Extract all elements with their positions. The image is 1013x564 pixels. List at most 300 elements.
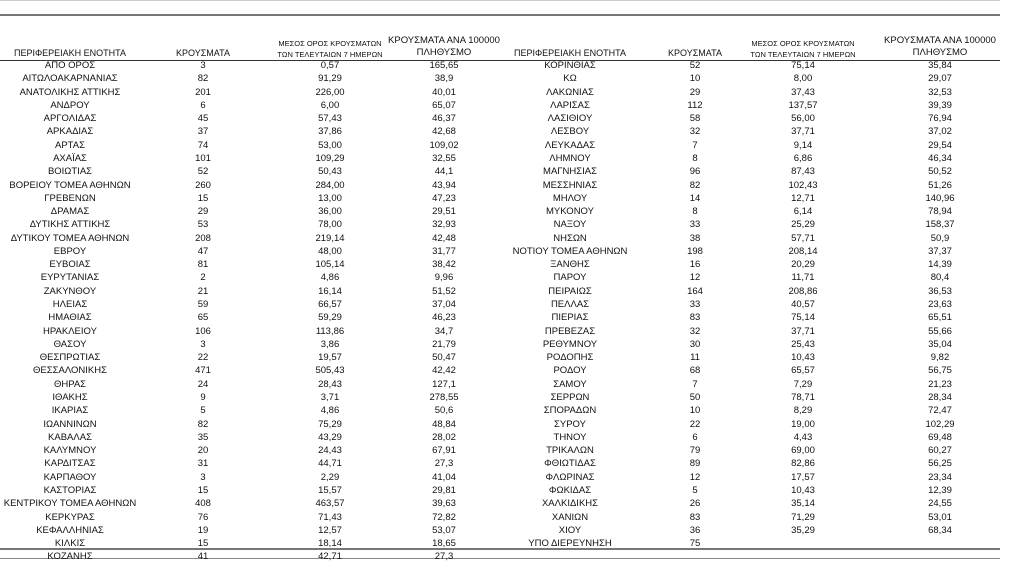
left-row-per-100k: 29,51 <box>432 206 456 218</box>
left-row-region-name: ΑΠΟ ΟΡΟΣ <box>44 60 96 71</box>
right-row-per-100k: 39,39 <box>928 99 952 111</box>
right-row-avg-7-days: 11,71 <box>791 272 815 284</box>
left-row-per-100k: 29,81 <box>432 484 456 496</box>
left-row-region-name: ΒΟΡΕΙΟΥ ΤΟΜΕΑ ΑΘΗΝΩΝ <box>9 179 131 191</box>
right-row-avg-7-days: 25,43 <box>791 338 815 350</box>
left-row-per-100k: 40,01 <box>432 86 456 98</box>
right-row-avg-7-days: 19,00 <box>791 418 815 430</box>
right-row-avg-7-days: 57,71 <box>791 232 815 244</box>
right-row-avg-7-days: 75,14 <box>791 312 815 324</box>
left-row-region-name: ΙΘΑΚΗΣ <box>52 392 88 403</box>
right-row-region-name: ΛΑΣΙΘΙΟΥ <box>547 113 593 125</box>
left-row-per-100k: 47,23 <box>432 192 456 204</box>
left-row-cases: 6 <box>200 99 206 111</box>
right-row-region-name: ΜΗΛΟΥ <box>552 192 588 204</box>
right-row-per-100k: 76,94 <box>928 113 952 125</box>
right-row-avg-7-days: 37,71 <box>791 325 815 337</box>
left-row-avg-7-days: 37,86 <box>318 126 342 138</box>
right-row-per-100k: 53,01 <box>928 511 952 523</box>
right-row-cases: 198 <box>687 245 703 257</box>
left-row-avg-7-days: 28,43 <box>318 378 342 390</box>
right-row-per-100k: 72,47 <box>928 405 952 417</box>
left-row-region-name: ΚΑΒΑΛΑΣ <box>48 431 92 443</box>
left-row-avg-7-days: 59,29 <box>318 312 342 324</box>
left-row-per-100k: 9,96 <box>434 272 454 284</box>
left-row-cases: 106 <box>195 325 211 337</box>
left-row-region-name: ΑΝΑΤΟΛΙΚΗΣ ΑΤΤΙΚΗΣ <box>19 86 121 98</box>
right-row-per-100k: 37,37 <box>928 245 952 257</box>
right-row-cases: 5 <box>692 484 698 496</box>
left-header-cases: ΚΡΟΥΣΜΑΤΑ <box>176 48 230 58</box>
right-row-cases: 58 <box>689 113 701 125</box>
right-row-avg-7-days: 69,00 <box>791 445 815 457</box>
left-row-avg-7-days: 36,00 <box>318 206 342 218</box>
left-row-per-100k: 43,94 <box>432 179 456 191</box>
right-row-region-name: ΚΩ <box>563 73 577 85</box>
top-divider <box>0 14 1000 16</box>
right-row-avg-7-days: 78,71 <box>791 392 815 403</box>
right-row-avg-7-days: 71,29 <box>791 511 815 523</box>
left-header-region: ΠΕΡΙΦΕΡΕΙΑΚΗ ΕΝΟΤΗΤΑ <box>13 48 127 58</box>
left-row-region-name: ΕΥΡΥΤΑΝΙΑΣ <box>40 272 100 284</box>
left-row-region-name: ΔΥΤΙΚΗΣ ΑΤΤΙΚΗΣ <box>29 219 111 231</box>
left-header-per100k-line1: ΚΡΟΥΣΜΑΤΑ ΑΝΑ 100000 <box>388 35 500 46</box>
left-row-cases: 2 <box>200 272 206 284</box>
left-row-region-name: ΑΡΤΑΣ <box>55 139 85 151</box>
right-row-per-100k: 158,37 <box>925 219 955 231</box>
left-row-cases: 471 <box>195 365 211 377</box>
right-row-per-100k: 37,02 <box>928 126 952 138</box>
right-row-region-name: ΣΕΡΡΩΝ <box>550 392 590 403</box>
right-row-cases: 30 <box>689 338 701 350</box>
left-row-avg-7-days: 71,43 <box>318 511 342 523</box>
left-row-region-name: ΗΜΑΘΙΑΣ <box>48 312 92 324</box>
left-row-avg-7-days: 44,71 <box>318 458 342 470</box>
right-row-cases: 112 <box>687 99 703 111</box>
right-row-per-100k: 69,48 <box>928 431 952 443</box>
left-row-per-100k: 50,6 <box>434 405 454 417</box>
left-row-cases: 21 <box>197 285 209 297</box>
right-row-region-name: ΛΑΚΩΝΙΑΣ <box>546 86 594 98</box>
right-row-cases: 32 <box>689 126 701 138</box>
left-row-avg-7-days: 463,57 <box>315 498 345 510</box>
left-row-avg-7-days: 105,14 <box>315 259 345 271</box>
right-row-avg-7-days: 17,57 <box>791 471 815 483</box>
right-row-region-name: ΠΡΕΒΕΖΑΣ <box>544 325 596 337</box>
right-row-avg-7-days: 6,14 <box>793 206 813 218</box>
left-row-avg-7-days: 24,43 <box>318 445 342 457</box>
right-row-per-100k: 29,07 <box>928 73 952 85</box>
right-row-per-100k: 51,26 <box>928 179 952 191</box>
right-row-avg-7-days: 8,00 <box>793 73 813 85</box>
left-row-per-100k: 37,04 <box>432 299 456 311</box>
right-row-region-name: ΧΑΝΙΩΝ <box>551 511 589 523</box>
left-row-cases: 37 <box>197 126 209 138</box>
left-row-avg-7-days: 50,43 <box>318 166 342 178</box>
left-row-region-name: ΕΥΒΟΙΑΣ <box>49 259 91 271</box>
left-row-region-name: ΚΑΡΠΑΘΟΥ <box>43 471 97 483</box>
left-row-avg-7-days: 42,71 <box>318 551 342 563</box>
right-row-avg-7-days: 208,14 <box>788 245 818 257</box>
right-row-region-name: ΣΠΟΡΑΔΩΝ <box>543 405 597 417</box>
left-row-cases: 15 <box>197 538 209 550</box>
right-header-region: ΠΕΡΙΦΕΡΕΙΑΚΗ ΕΝΟΤΗΤΑ <box>513 48 627 58</box>
right-row-avg-7-days: 25,29 <box>791 219 815 231</box>
right-row-cases: 33 <box>689 219 701 231</box>
right-row-per-100k: 36,53 <box>928 285 952 297</box>
right-row-region-name: ΛΑΡΙΣΑΣ <box>550 99 590 111</box>
left-row-cases: 76 <box>197 511 209 523</box>
right-row-cases: 10 <box>689 405 701 417</box>
right-row-avg-7-days: 102,43 <box>788 179 818 191</box>
left-row-region-name: ΚΕΝΤΡΙΚΟΥ ΤΟΜΕΑ ΑΘΗΝΩΝ <box>3 498 137 510</box>
left-row-avg-7-days: 78,00 <box>318 219 342 231</box>
right-row-region-name: ΧΙΟΥ <box>558 524 582 536</box>
left-row-avg-7-days: 219,14 <box>315 232 345 244</box>
right-row-cases: 26 <box>689 498 701 510</box>
right-row-per-100k: 50,52 <box>928 166 952 178</box>
right-row-avg-7-days: 20,29 <box>791 259 815 271</box>
right-row-avg-7-days: 10,43 <box>791 352 815 364</box>
left-row-region-name: ΖΑΚΥΝΘΟΥ <box>43 285 97 297</box>
left-row-avg-7-days: 13,00 <box>318 192 342 204</box>
left-row-per-100k: 48,84 <box>432 418 456 430</box>
right-row-cases: 82 <box>689 179 701 191</box>
right-row-cases: 50 <box>689 392 701 403</box>
right-row-cases: 164 <box>687 285 703 297</box>
left-row-per-100k: 51,52 <box>432 285 456 297</box>
left-row-per-100k: 34,7 <box>434 325 454 337</box>
right-row-region-name: ΤΗΝΟΥ <box>553 431 587 443</box>
left-row-avg-7-days: 57,43 <box>318 113 342 125</box>
left-row-cases: 24 <box>197 378 209 390</box>
right-header-cases: ΚΡΟΥΣΜΑΤΑ <box>668 48 722 58</box>
left-row-avg-7-days: 43,29 <box>318 431 342 443</box>
left-row-avg-7-days: 4,86 <box>320 272 340 284</box>
left-row-avg-7-days: 505,43 <box>315 365 345 377</box>
right-row-per-100k: 68,34 <box>928 524 952 536</box>
right-row-cases: 12 <box>689 471 701 483</box>
right-row-region-name: ΡΕΘΥΜΝΟΥ <box>542 338 598 350</box>
right-header-avg-line1: ΜΕΣΟΣ ΟΡΟΣ ΚΡΟΥΣΜΑΤΩΝ <box>751 39 855 48</box>
left-row-region-name: ΑΡΓΟΛΙΔΑΣ <box>43 113 97 125</box>
right-row-avg-7-days: 7,29 <box>793 378 813 390</box>
right-row-region-name: ΧΑΛΚΙΔΙΚΗΣ <box>541 498 599 510</box>
left-row-cases: 15 <box>197 484 209 496</box>
left-row-per-100k: 46,23 <box>432 312 456 324</box>
right-row-avg-7-days: 35,29 <box>791 524 815 536</box>
right-row-cases: 68 <box>689 365 701 377</box>
right-row-avg-7-days: 4,43 <box>793 431 813 443</box>
right-row-cases: 36 <box>689 524 701 536</box>
left-header-per100k-line2: ΠΛΗΘΥΣΜΟ <box>416 47 472 58</box>
right-row-cases: 38 <box>689 232 701 244</box>
left-row-per-100k: 32,93 <box>432 219 456 231</box>
right-row-avg-7-days: 208,86 <box>788 285 818 297</box>
right-header-avg-line2: ΤΩΝ ΤΕΛΕΥΤΑΙΩΝ 7 ΗΜΕΡΩΝ <box>750 50 856 59</box>
right-row-region-name: ΡΟΔΟΠΗΣ <box>546 352 594 364</box>
left-row-avg-7-days: 0,57 <box>320 60 340 71</box>
left-row-region-name: ΘΗΡΑΣ <box>53 378 87 390</box>
left-row-per-100k: 53,07 <box>432 524 456 536</box>
left-row-cases: 5 <box>200 405 206 417</box>
left-row-per-100k: 109,02 <box>429 139 459 151</box>
right-row-avg-7-days: 10,43 <box>791 484 815 496</box>
left-row-region-name: ΚΙΛΚΙΣ <box>54 538 86 550</box>
right-row-cases: 89 <box>689 458 701 470</box>
left-row-cases: 53 <box>197 219 209 231</box>
left-row-cases: 35 <box>197 431 209 443</box>
left-row-avg-7-days: 75,29 <box>318 418 342 430</box>
right-row-region-name: ΠΕΙΡΑΙΩΣ <box>548 285 592 297</box>
top-divider-thin <box>0 0 1000 1</box>
right-row-region-name: ΠΕΛΛΑΣ <box>550 299 590 311</box>
right-row-cases: 96 <box>689 166 701 178</box>
left-row-region-name: ΚΟΖΑΝΗΣ <box>47 551 93 563</box>
right-row-cases: 12 <box>689 272 701 284</box>
left-row-per-100k: 65,07 <box>432 99 456 111</box>
right-row-cases: 83 <box>689 511 701 523</box>
left-row-per-100k: 18,65 <box>432 538 456 550</box>
left-row-cases: 74 <box>197 139 209 151</box>
left-row-cases: 101 <box>195 152 211 164</box>
left-row-avg-7-days: 19,57 <box>318 352 342 364</box>
left-row-cases: 260 <box>195 179 211 191</box>
left-row-region-name: ΔΥΤΙΚΟΥ ΤΟΜΕΑ ΑΘΗΝΩΝ <box>10 232 130 244</box>
left-row-region-name: ΑΡΚΑΔΙΑΣ <box>46 126 94 138</box>
left-row-avg-7-days: 3,86 <box>320 338 340 350</box>
left-row-cases: 3 <box>200 60 206 71</box>
right-row-cases: 7 <box>692 139 698 151</box>
right-row-region-name: ΣΑΜΟΥ <box>553 378 587 390</box>
right-row-per-100k: 55,66 <box>928 325 952 337</box>
left-row-per-100k: 27,3 <box>434 458 454 470</box>
right-row-cases: 52 <box>689 60 701 71</box>
right-row-cases: 10 <box>689 73 701 85</box>
right-row-region-name: ΣΥΡΟΥ <box>554 418 586 430</box>
left-row-region-name: ΗΛΕΙΑΣ <box>52 299 88 311</box>
right-row-region-name: ΠΑΡΟΥ <box>553 272 587 284</box>
right-row-per-100k: 23,63 <box>928 299 952 311</box>
right-row-per-100k: 35,84 <box>928 60 952 71</box>
left-row-per-100k: 72,82 <box>432 511 456 523</box>
left-row-per-100k: 38,42 <box>432 259 456 271</box>
right-row-per-100k: 29,54 <box>928 139 952 151</box>
left-row-avg-7-days: 16,14 <box>318 285 342 297</box>
right-row-avg-7-days: 9,14 <box>793 139 813 151</box>
right-row-region-name: ΚΟΡΙΝΘΙΑΣ <box>544 60 596 71</box>
left-row-region-name: ΑΙΤΩΛΟΑΚΑΡΝΑΝΙΑΣ <box>22 73 118 85</box>
right-row-cases: 32 <box>689 325 701 337</box>
right-row-avg-7-days: 40,57 <box>791 299 815 311</box>
right-row-region-name: ΝΗΣΩΝ <box>553 232 587 244</box>
left-row-per-100k: 278,55 <box>429 392 459 403</box>
right-row-per-100k: 60,27 <box>928 445 952 457</box>
left-row-region-name: ΘΕΣΣΑΛΟΝΙΚΗΣ <box>33 365 107 377</box>
right-row-avg-7-days: 137,57 <box>788 99 818 111</box>
right-row-region-name: ΝΟΤΙΟΥ ΤΟΜΕΑ ΑΘΗΝΩΝ <box>512 245 628 257</box>
left-row-cases: 81 <box>197 259 209 271</box>
right-row-cases: 8 <box>692 206 698 218</box>
left-row-region-name: ΚΑΣΤΟΡΙΑΣ <box>43 484 97 496</box>
left-row-cases: 15 <box>197 192 209 204</box>
left-row-per-100k: 28,02 <box>432 431 456 443</box>
right-row-per-100k: 14,39 <box>928 259 952 271</box>
left-row-per-100k: 67,91 <box>432 445 456 457</box>
left-row-cases: 9 <box>200 392 206 403</box>
left-row-cases: 201 <box>195 86 211 98</box>
left-row-avg-7-days: 4,86 <box>320 405 340 417</box>
right-row-region-name: ΦΛΩΡΙΝΑΣ <box>545 471 595 483</box>
left-row-region-name: ΓΡΕΒΕΝΩΝ <box>44 192 96 204</box>
left-row-avg-7-days: 113,86 <box>315 325 345 337</box>
left-row-region-name: ΒΟΙΩΤΙΑΣ <box>47 166 93 178</box>
right-row-per-100k: 65,51 <box>928 312 952 324</box>
left-row-cases: 3 <box>200 471 206 483</box>
left-row-cases: 20 <box>197 445 209 457</box>
right-row-avg-7-days: 75,14 <box>791 60 815 71</box>
right-row-cases: 16 <box>689 259 701 271</box>
left-row-avg-7-days: 2,29 <box>320 471 340 483</box>
left-row-avg-7-days: 48,00 <box>318 245 342 257</box>
right-row-per-100k: 9,82 <box>930 352 950 364</box>
left-row-avg-7-days: 6,00 <box>320 99 340 111</box>
right-row-avg-7-days: 8,29 <box>793 405 813 417</box>
left-row-region-name: ΙΚΑΡΙΑΣ <box>51 405 89 417</box>
right-row-region-name: ΝΑΞΟΥ <box>553 219 587 231</box>
left-row-region-name: ΘΕΣΠΡΩΤΙΑΣ <box>39 352 101 364</box>
right-row-per-100k: 50,9 <box>930 232 950 244</box>
left-row-cases: 82 <box>197 418 209 430</box>
left-row-per-100k: 27,3 <box>434 551 454 563</box>
right-row-cases: 29 <box>689 86 701 98</box>
right-row-region-name: ΜΕΣΣΗΝΙΑΣ <box>542 179 598 191</box>
left-header-avg-line1: ΜΕΣΟΣ ΟΡΟΣ ΚΡΟΥΣΜΑΤΩΝ <box>278 39 382 48</box>
left-row-avg-7-days: 3,71 <box>320 392 340 403</box>
left-row-region-name: ΘΑΣΟΥ <box>53 338 87 350</box>
left-row-per-100k: 127,1 <box>432 378 456 390</box>
right-row-avg-7-days: 35,14 <box>791 498 815 510</box>
left-row-cases: 22 <box>197 352 209 364</box>
left-row-avg-7-days: 91,29 <box>318 73 342 85</box>
right-row-avg-7-days: 65,57 <box>791 365 815 377</box>
right-row-region-name: ΦΘΙΩΤΙΔΑΣ <box>544 458 596 470</box>
right-row-per-100k: 46,34 <box>928 152 952 164</box>
left-row-avg-7-days: 12,57 <box>318 524 342 536</box>
right-row-avg-7-days: 6,86 <box>793 152 813 164</box>
right-row-cases: 7 <box>692 378 698 390</box>
right-row-cases: 6 <box>692 431 698 443</box>
right-row-per-100k: 35,04 <box>928 338 952 350</box>
left-row-per-100k: 21,79 <box>432 338 456 350</box>
left-row-region-name: ΑΝΔΡΟΥ <box>50 99 90 111</box>
left-row-region-name: ΚΕΡΚΥΡΑΣ <box>45 511 95 523</box>
right-row-region-name: ΛΕΥΚΑΔΑΣ <box>544 139 596 151</box>
left-row-avg-7-days: 226,00 <box>315 86 345 98</box>
right-row-per-100k: 23,34 <box>928 471 952 483</box>
left-row-per-100k: 46,37 <box>432 113 456 125</box>
left-row-per-100k: 31,77 <box>432 245 456 257</box>
left-row-avg-7-days: 109,29 <box>315 152 345 164</box>
left-row-avg-7-days: 66,57 <box>318 299 342 311</box>
left-row-cases: 65 <box>197 312 209 324</box>
left-header-avg-line2: ΤΩΝ ΤΕΛΕΥΤΑΙΩΝ 7 ΗΜΕΡΩΝ <box>277 50 383 59</box>
right-row-per-100k: 21,23 <box>928 378 952 390</box>
left-row-per-100k: 50,47 <box>432 352 456 364</box>
right-row-per-100k: 56,75 <box>928 365 952 377</box>
left-row-avg-7-days: 18,14 <box>318 538 342 550</box>
right-row-avg-7-days: 12,71 <box>791 192 815 204</box>
right-row-cases: 75 <box>689 538 701 550</box>
left-row-per-100k: 42,68 <box>432 126 456 138</box>
right-row-per-100k: 80,4 <box>930 272 950 284</box>
left-row-avg-7-days: 15,57 <box>318 484 342 496</box>
left-row-cases: 208 <box>195 232 211 244</box>
left-row-cases: 47 <box>197 245 209 257</box>
left-row-cases: 59 <box>197 299 209 311</box>
right-row-region-name: ΡΟΔΟΥ <box>553 365 587 377</box>
right-row-cases: 8 <box>692 152 698 164</box>
left-row-region-name: ΗΡΑΚΛΕΙΟΥ <box>43 325 97 337</box>
left-row-per-100k: 41,04 <box>432 471 456 483</box>
right-row-per-100k: 140,96 <box>925 192 955 204</box>
right-row-region-name: ΦΩΚΙΔΑΣ <box>548 484 592 496</box>
left-row-cases: 19 <box>197 524 209 536</box>
right-row-cases: 14 <box>689 192 701 204</box>
right-row-per-100k: 24,55 <box>928 498 952 510</box>
left-row-region-name: ΙΩΑΝΝΙΝΩΝ <box>43 418 97 430</box>
left-row-cases: 82 <box>197 73 209 85</box>
right-row-cases: 22 <box>689 418 701 430</box>
left-row-cases: 31 <box>197 458 209 470</box>
right-row-avg-7-days: 37,43 <box>791 86 815 98</box>
right-row-per-100k: 12,39 <box>928 484 952 496</box>
right-header-per100k-line1: ΚΡΟΥΣΜΑΤΑ ΑΝΑ 100000 <box>884 35 996 46</box>
right-row-region-name: ΜΥΚΟΝΟΥ <box>546 206 594 218</box>
left-row-per-100k: 42,42 <box>432 365 456 377</box>
right-row-avg-7-days: 37,71 <box>791 126 815 138</box>
left-row-avg-7-days: 53,00 <box>318 139 342 151</box>
right-row-cases: 11 <box>690 352 700 364</box>
left-row-cases: 52 <box>197 166 209 178</box>
left-row-region-name: ΚΑΛΥΜΝΟΥ <box>43 445 97 457</box>
left-row-region-name: ΔΡΑΜΑΣ <box>50 206 90 218</box>
right-row-cases: 83 <box>689 312 701 324</box>
left-row-per-100k: 165,65 <box>429 60 459 71</box>
left-row-region-name: ΚΕΦΑΛΛΗΝΙΑΣ <box>36 524 104 536</box>
left-row-cases: 408 <box>195 498 211 510</box>
left-row-per-100k: 32,55 <box>432 152 456 164</box>
left-row-region-name: ΑΧΑΪΑΣ <box>53 152 87 164</box>
right-row-region-name: ΞΑΝΘΗΣ <box>550 259 590 271</box>
left-row-region-name: ΕΒΡΟΥ <box>53 245 87 257</box>
left-row-cases: 45 <box>197 113 209 125</box>
right-row-region-name: ΛΕΣΒΟΥ <box>550 126 590 138</box>
left-row-avg-7-days: 284,00 <box>315 179 345 191</box>
right-row-per-100k: 28,34 <box>928 392 952 403</box>
right-row-avg-7-days: 82,86 <box>791 458 815 470</box>
right-row-per-100k: 56,25 <box>928 458 952 470</box>
left-row-per-100k: 44,1 <box>434 166 454 178</box>
right-row-region-name: ΛΗΜΝΟΥ <box>549 152 591 164</box>
right-row-region-name: ΤΡΙΚΑΛΩΝ <box>546 445 594 457</box>
left-row-cases: 3 <box>200 338 206 350</box>
left-row-per-100k: 38,9 <box>434 73 454 85</box>
right-row-cases: 33 <box>689 299 701 311</box>
right-row-per-100k: 102,29 <box>925 418 955 430</box>
left-row-cases: 29 <box>197 206 209 218</box>
right-row-cases: 79 <box>689 445 701 457</box>
